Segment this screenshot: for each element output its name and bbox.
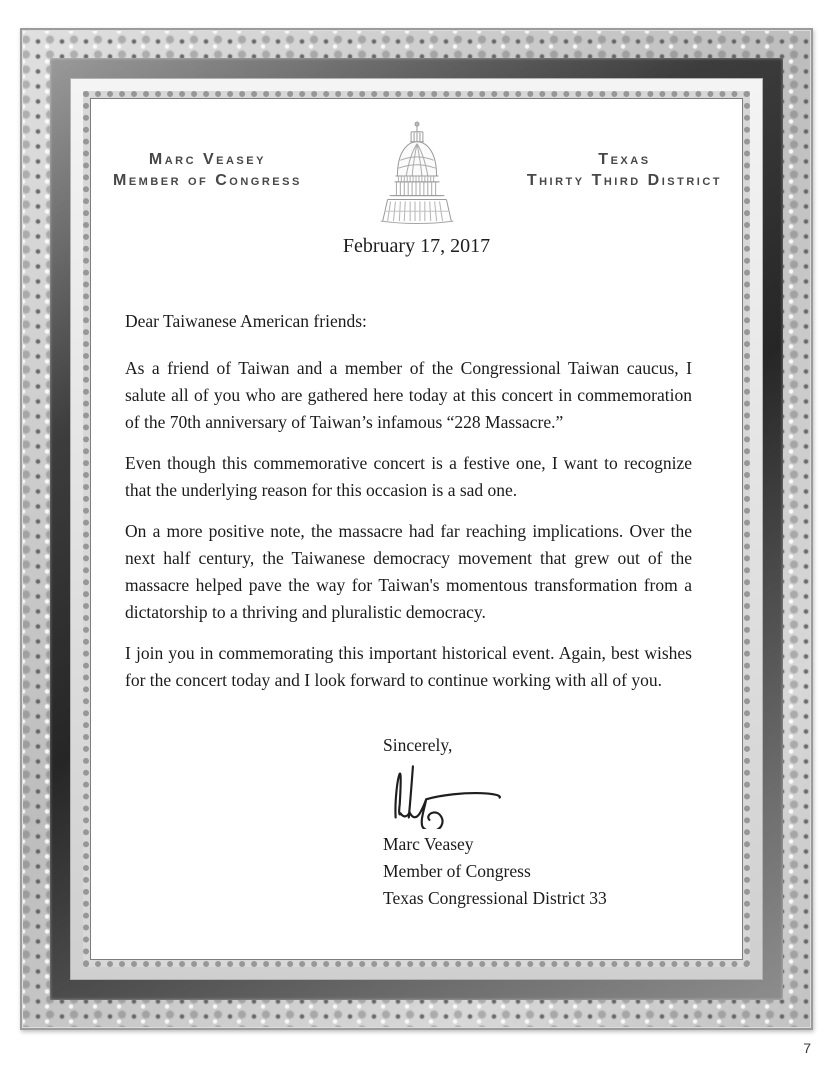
letterhead-right: [527, 149, 722, 191]
letter-date: February 17, 2017: [342, 235, 491, 257]
paragraph: Even though this commemorative concert is a festive one, I want to recognize that the underlying reason for this occasion is a sad one.: [125, 453, 692, 500]
letter-body: [111, 308, 722, 694]
congressman-name: Marc Veasey: [148, 151, 266, 168]
capitol-dome-icon: [368, 119, 466, 240]
closing-block: [383, 732, 722, 912]
state-name: Texas: [598, 151, 651, 168]
signature-image: [375, 763, 535, 829]
paragraph: On a more positive note, the massacre had far reaching implications. Over the next half century, the Taiwanese democracy movement that grew out of the massacre helped pave the way for Taiwan's momentous transformation from a dictatorship to a thriving and pluralistic democracy.: [125, 521, 692, 622]
closing: Sincerely,: [383, 735, 453, 755]
salutation: Dear Taiwanese American friends:: [125, 311, 367, 331]
frame-liner: [70, 78, 763, 980]
signer-district: Texas Congressional District 33: [383, 888, 607, 908]
signer-name: Marc Veasey: [383, 834, 474, 854]
district-name: Thirty Third District: [526, 172, 722, 189]
letter-page: [90, 98, 743, 960]
paragraph: As a friend of Taiwan and a member of the Congressional Taiwan caucus, I salute all of you who are gathered here today at this concert in commemoration of the 70th anniversary of Taiwan’s infamous “228 Massacre.”: [125, 358, 692, 432]
congressman-title: Member of Congress: [113, 172, 302, 189]
frame-bead-strip: [83, 91, 750, 967]
picture-frame: [20, 28, 813, 1030]
paragraph: I join you in commemorating this important historical event. Again, best wishes for the concert today and I look forward to continue working with all of you.: [125, 643, 692, 690]
frame-bevel: [50, 58, 783, 1000]
signer-block: [383, 831, 722, 912]
letterhead: [111, 119, 722, 251]
page-number: 7: [803, 1040, 811, 1056]
letterhead-left: [113, 149, 302, 191]
signer-title: Member of Congress: [383, 861, 531, 881]
